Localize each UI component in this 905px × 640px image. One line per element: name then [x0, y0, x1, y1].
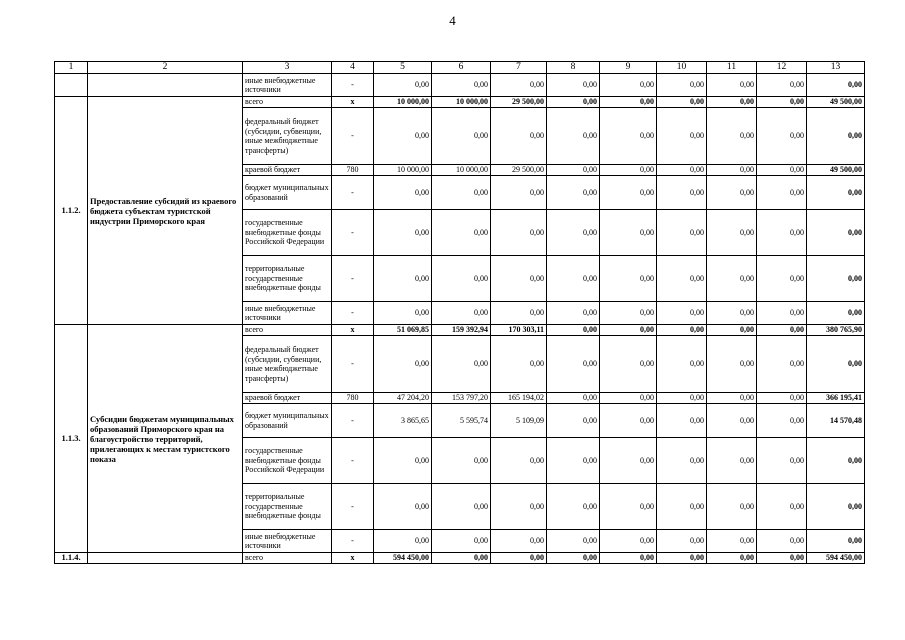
total-cell: 14 570,48 — [807, 404, 865, 438]
value-cell: 0,00 — [547, 393, 600, 404]
code-cell: - — [332, 336, 374, 393]
funding-source: бюджет муниципальных образований — [243, 176, 332, 210]
funding-source: всего — [243, 97, 332, 108]
total-cell: 0,00 — [807, 256, 865, 302]
value-cell: 0,00 — [374, 108, 432, 165]
value-cell: 153 797,20 — [432, 393, 491, 404]
code-cell: - — [332, 484, 374, 530]
column-header: 8 — [547, 62, 600, 74]
code-cell: - — [332, 256, 374, 302]
value-cell: 0,00 — [491, 336, 547, 393]
value-cell: 0,00 — [491, 108, 547, 165]
item-name-cell — [88, 553, 243, 564]
column-header: 3 — [243, 62, 332, 74]
column-header: 2 — [88, 62, 243, 74]
item-number-cell: 1.1.4. — [55, 553, 88, 564]
value-cell: 0,00 — [374, 210, 432, 256]
total-cell: 49 500,00 — [807, 165, 865, 176]
value-cell: 0,00 — [491, 438, 547, 484]
funding-source: иные внебюджетные источники — [243, 74, 332, 97]
value-cell: 10 000,00 — [432, 165, 491, 176]
value-cell: 0,00 — [374, 176, 432, 210]
value-cell: 0,00 — [491, 553, 547, 564]
value-cell: 0,00 — [432, 438, 491, 484]
value-cell: 0,00 — [491, 302, 547, 325]
total-cell: 0,00 — [807, 336, 865, 393]
value-cell: 0,00 — [547, 97, 600, 108]
value-cell: 170 303,11 — [491, 325, 547, 336]
value-cell: 0,00 — [600, 256, 657, 302]
value-cell: 0,00 — [374, 336, 432, 393]
value-cell: 0,00 — [374, 484, 432, 530]
value-cell: 0,00 — [757, 553, 807, 564]
value-cell: 5 595,74 — [432, 404, 491, 438]
value-cell: 0,00 — [600, 530, 657, 553]
value-cell: 0,00 — [547, 302, 600, 325]
value-cell: 0,00 — [600, 210, 657, 256]
value-cell: 0,00 — [707, 404, 757, 438]
header-row — [55, 62, 865, 74]
table-row — [55, 74, 865, 97]
value-cell: 0,00 — [757, 530, 807, 553]
code-cell: - — [332, 108, 374, 165]
total-cell: 0,00 — [807, 438, 865, 484]
value-cell: 0,00 — [657, 256, 707, 302]
value-cell: 0,00 — [432, 108, 491, 165]
code-cell: - — [332, 210, 374, 256]
value-cell: 0,00 — [547, 325, 600, 336]
value-cell: 0,00 — [600, 97, 657, 108]
value-cell: 0,00 — [707, 302, 757, 325]
total-cell: 0,00 — [807, 484, 865, 530]
table-row — [55, 553, 865, 564]
code-cell: - — [332, 530, 374, 553]
value-cell: 0,00 — [600, 325, 657, 336]
value-cell: 0,00 — [600, 165, 657, 176]
total-cell: 0,00 — [807, 108, 865, 165]
value-cell: 0,00 — [432, 484, 491, 530]
code-cell: 780 — [332, 393, 374, 404]
value-cell: 0,00 — [657, 108, 707, 165]
value-cell: 0,00 — [707, 108, 757, 165]
value-cell: 0,00 — [374, 74, 432, 97]
funding-source: федеральный бюджет (субсидии, субвенции, иные межбюджетные трансферты) — [243, 336, 332, 393]
value-cell: 0,00 — [491, 530, 547, 553]
value-cell: 0,00 — [374, 438, 432, 484]
value-cell: 0,00 — [432, 302, 491, 325]
value-cell: 0,00 — [657, 404, 707, 438]
value-cell: 0,00 — [707, 336, 757, 393]
code-cell: х — [332, 325, 374, 336]
code-cell: - — [332, 176, 374, 210]
value-cell: 0,00 — [600, 336, 657, 393]
code-cell: х — [332, 553, 374, 564]
value-cell: 0,00 — [657, 438, 707, 484]
value-cell: 0,00 — [374, 530, 432, 553]
value-cell: 0,00 — [657, 176, 707, 210]
total-cell: 49 500,00 — [807, 97, 865, 108]
value-cell: 0,00 — [432, 256, 491, 302]
value-cell: 0,00 — [657, 74, 707, 97]
funding-source: всего — [243, 553, 332, 564]
total-cell: 0,00 — [807, 302, 865, 325]
value-cell: 0,00 — [491, 484, 547, 530]
budget-table — [54, 61, 865, 564]
value-cell: 0,00 — [600, 74, 657, 97]
code-cell: 780 — [332, 165, 374, 176]
value-cell: 51 069,85 — [374, 325, 432, 336]
value-cell: 0,00 — [600, 302, 657, 325]
value-cell: 0,00 — [707, 256, 757, 302]
value-cell: 0,00 — [432, 176, 491, 210]
value-cell: 0,00 — [547, 530, 600, 553]
column-header: 4 — [332, 62, 374, 74]
value-cell: 0,00 — [547, 336, 600, 393]
value-cell: 0,00 — [707, 438, 757, 484]
funding-source: всего — [243, 325, 332, 336]
value-cell: 0,00 — [547, 165, 600, 176]
column-header: 6 — [432, 62, 491, 74]
value-cell: 0,00 — [757, 97, 807, 108]
value-cell: 0,00 — [491, 176, 547, 210]
value-cell: 0,00 — [547, 404, 600, 438]
total-cell: 0,00 — [807, 74, 865, 97]
value-cell: 10 000,00 — [432, 97, 491, 108]
funding-source: иные внебюджетные источники — [243, 530, 332, 553]
value-cell: 0,00 — [432, 530, 491, 553]
value-cell: 0,00 — [757, 484, 807, 530]
item-name-cell: Предоставление субсидий из краевого бюджета субъектам туристской индустрии Приморского края — [88, 97, 243, 325]
value-cell: 0,00 — [757, 210, 807, 256]
value-cell: 0,00 — [707, 176, 757, 210]
total-cell: 0,00 — [807, 210, 865, 256]
total-cell: 380 765,90 — [807, 325, 865, 336]
value-cell: 0,00 — [547, 438, 600, 484]
funding-source: государственные внебюджетные фонды Российской Федерации — [243, 438, 332, 484]
value-cell: 0,00 — [600, 438, 657, 484]
total-cell: 594 450,00 — [807, 553, 865, 564]
value-cell: 0,00 — [657, 97, 707, 108]
value-cell: 0,00 — [657, 553, 707, 564]
value-cell: 0,00 — [547, 256, 600, 302]
funding-source: краевой бюджет — [243, 393, 332, 404]
value-cell: 0,00 — [657, 210, 707, 256]
total-cell: 0,00 — [807, 530, 865, 553]
value-cell: 0,00 — [547, 74, 600, 97]
value-cell: 5 109,09 — [491, 404, 547, 438]
value-cell: 0,00 — [547, 176, 600, 210]
value-cell: 0,00 — [491, 256, 547, 302]
value-cell: 0,00 — [707, 165, 757, 176]
value-cell: 0,00 — [657, 165, 707, 176]
value-cell: 0,00 — [600, 393, 657, 404]
funding-source: федеральный бюджет (субсидии, субвенции, иные межбюджетные трансферты) — [243, 108, 332, 165]
value-cell: 0,00 — [432, 553, 491, 564]
value-cell: 0,00 — [432, 210, 491, 256]
code-cell: - — [332, 74, 374, 97]
value-cell: 0,00 — [600, 176, 657, 210]
funding-source: государственные внебюджетные фонды Российской Федерации — [243, 210, 332, 256]
value-cell: 10 000,00 — [374, 165, 432, 176]
item-name-cell — [88, 74, 243, 97]
funding-source: иные внебюджетные источники — [243, 302, 332, 325]
item-number-cell: 1.1.3. — [55, 325, 88, 553]
value-cell: 0,00 — [491, 210, 547, 256]
value-cell: 0,00 — [657, 325, 707, 336]
table-row — [55, 97, 865, 108]
value-cell: 0,00 — [600, 404, 657, 438]
value-cell: 0,00 — [707, 325, 757, 336]
value-cell: 0,00 — [374, 256, 432, 302]
value-cell: 0,00 — [491, 74, 547, 97]
column-header: 12 — [757, 62, 807, 74]
code-cell: - — [332, 404, 374, 438]
value-cell: 0,00 — [707, 97, 757, 108]
item-name-cell: Субсидии бюджетам муниципальных образований Приморского края на благоустройство территорий, прилегающих к местам туристского показа — [88, 325, 243, 553]
value-cell: 29 500,00 — [491, 165, 547, 176]
value-cell: 0,00 — [657, 302, 707, 325]
value-cell: 29 500,00 — [491, 97, 547, 108]
value-cell: 0,00 — [757, 325, 807, 336]
value-cell: 0,00 — [757, 302, 807, 325]
code-cell: х — [332, 97, 374, 108]
value-cell: 594 450,00 — [374, 553, 432, 564]
value-cell: 0,00 — [547, 210, 600, 256]
value-cell: 0,00 — [707, 553, 757, 564]
funding-source: краевой бюджет — [243, 165, 332, 176]
value-cell: 0,00 — [757, 438, 807, 484]
value-cell: 0,00 — [707, 210, 757, 256]
total-cell: 366 195,41 — [807, 393, 865, 404]
value-cell: 0,00 — [757, 108, 807, 165]
funding-source: территориальные государственные внебюджетные фонды — [243, 256, 332, 302]
value-cell: 0,00 — [707, 484, 757, 530]
item-number-cell — [55, 74, 88, 97]
funding-source: территориальные государственные внебюджетные фонды — [243, 484, 332, 530]
value-cell: 0,00 — [707, 393, 757, 404]
page-number: 4 — [449, 13, 456, 28]
value-cell: 0,00 — [707, 530, 757, 553]
value-cell: 0,00 — [757, 165, 807, 176]
value-cell: 10 000,00 — [374, 97, 432, 108]
column-header: 5 — [374, 62, 432, 74]
value-cell: 0,00 — [657, 393, 707, 404]
value-cell: 0,00 — [547, 108, 600, 165]
value-cell: 0,00 — [757, 336, 807, 393]
value-cell: 0,00 — [374, 302, 432, 325]
column-header: 7 — [491, 62, 547, 74]
column-header: 9 — [600, 62, 657, 74]
value-cell: 3 865,65 — [374, 404, 432, 438]
table-row — [55, 325, 865, 336]
value-cell: 0,00 — [757, 393, 807, 404]
code-cell: - — [332, 438, 374, 484]
value-cell: 0,00 — [657, 530, 707, 553]
value-cell: 0,00 — [547, 553, 600, 564]
value-cell: 0,00 — [657, 484, 707, 530]
code-cell: - — [332, 302, 374, 325]
value-cell: 165 194,02 — [491, 393, 547, 404]
funding-source: бюджет муниципальных образований — [243, 404, 332, 438]
value-cell: 0,00 — [432, 74, 491, 97]
column-header: 10 — [657, 62, 707, 74]
value-cell: 0,00 — [657, 336, 707, 393]
column-header: 1 — [55, 62, 88, 74]
value-cell: 0,00 — [707, 74, 757, 97]
column-header: 13 — [807, 62, 865, 74]
item-number-cell: 1.1.2. — [55, 97, 88, 325]
value-cell: 0,00 — [432, 336, 491, 393]
value-cell: 0,00 — [757, 256, 807, 302]
value-cell: 0,00 — [757, 74, 807, 97]
column-header: 11 — [707, 62, 757, 74]
value-cell: 159 392,94 — [432, 325, 491, 336]
total-cell: 0,00 — [807, 176, 865, 210]
value-cell: 0,00 — [757, 404, 807, 438]
value-cell: 47 204,20 — [374, 393, 432, 404]
value-cell: 0,00 — [600, 484, 657, 530]
value-cell: 0,00 — [547, 484, 600, 530]
value-cell: 0,00 — [600, 553, 657, 564]
value-cell: 0,00 — [600, 108, 657, 165]
value-cell: 0,00 — [757, 176, 807, 210]
